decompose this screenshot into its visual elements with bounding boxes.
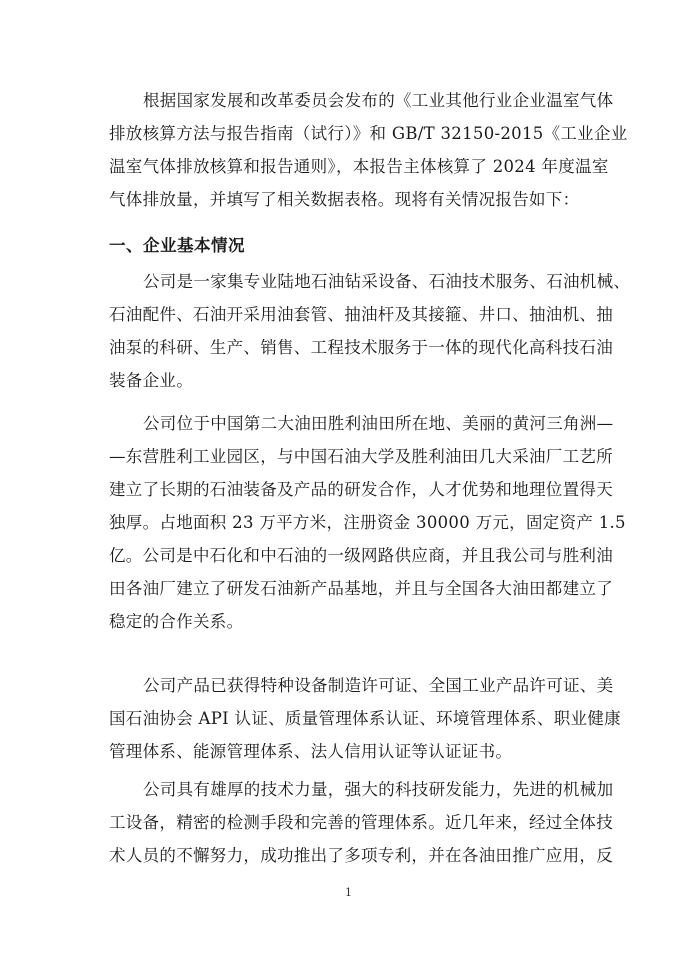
paragraph-line: 建立了长期的石油装备及产品的研发合作，人才优势和地理位置得天 (109, 480, 613, 499)
paragraph-line: 根据国家发展和改革委员会发布的《工业其他行业企业温室气体 (143, 91, 614, 110)
paragraph-company-location (109, 407, 626, 638)
paragraph-line: 亿。公司是中石化和中石油的一级网路供应商，并且我公司与胜利油 (109, 546, 613, 565)
paragraph-line: 公司产品已获得特种设备制造许可证、全国工业产品许可证、美 (143, 676, 614, 695)
paragraph-company-profile (109, 265, 631, 397)
paragraph-line: 国石油协会 API 认证、质量管理体系认证、环境管理体系、职业健康 (109, 709, 621, 728)
page-number: 1 (345, 886, 352, 899)
paragraph-intro (109, 84, 628, 216)
paragraph-line: 公司具有雄厚的技术力量，强大的科技研发能力，先进的机械加 (143, 780, 614, 799)
paragraph-line: 术人员的不懈努力，成功推出了多项专利，并在各油田推广应用，反 (109, 846, 613, 865)
paragraph-line: 装备企业。 (109, 371, 193, 390)
paragraph-line: 工设备，精密的检测手段和完善的管理体系。近几年来，经过全体技 (109, 813, 613, 832)
paragraph-line: 独厚。占地面积 23 万平方米，注册资金 30000 万元，固定资产 1.5 (109, 513, 626, 532)
paragraph-line: 稳定的合作关系。 (109, 612, 244, 631)
paragraph-line: 气体排放量，并填写了相关数据表格。现将有关情况报告如下： (109, 190, 580, 209)
paragraph-line: 管理体系、能源管理体系、法人信用认证等认证证书。 (109, 742, 513, 761)
paragraph-line: 公司位于中国第二大油田胜利油田所在地、美丽的黄河三角洲— (143, 414, 614, 433)
paragraph-line: 公司是一家集专业陆地石油钻采设备、石油技术服务、石油机械、 (143, 272, 631, 291)
paragraph-certifications (109, 669, 621, 768)
section-heading (109, 229, 599, 262)
paragraph-line: 温室气体排放核算和报告通则》，本报告主体核算了 2024 年度温室 (109, 157, 609, 176)
paragraph-line: 排放核算方法与报告指南（试行）》和 GB/T 32150-2015《工业企业 (109, 124, 628, 143)
section-heading-text: 一、企业基本情况 (109, 236, 245, 255)
paragraph-line: —东营胜利工业园区，与中国石油大学及胜利油田几大采油厂工艺所 (109, 447, 613, 466)
paragraph-line: 田各油厂建立了研发石油新产品基地，并且与全国各大油田都建立了 (109, 579, 613, 598)
paragraph-technical-strength (109, 773, 614, 872)
paragraph-line: 石油配件、石油开采用油套管、抽油杆及其接箍、井口、抽油机、抽 (109, 305, 613, 324)
paragraph-line: 油泵的科研、生产、销售、工程技术服务于一体的现代化高科技石油 (109, 338, 613, 357)
